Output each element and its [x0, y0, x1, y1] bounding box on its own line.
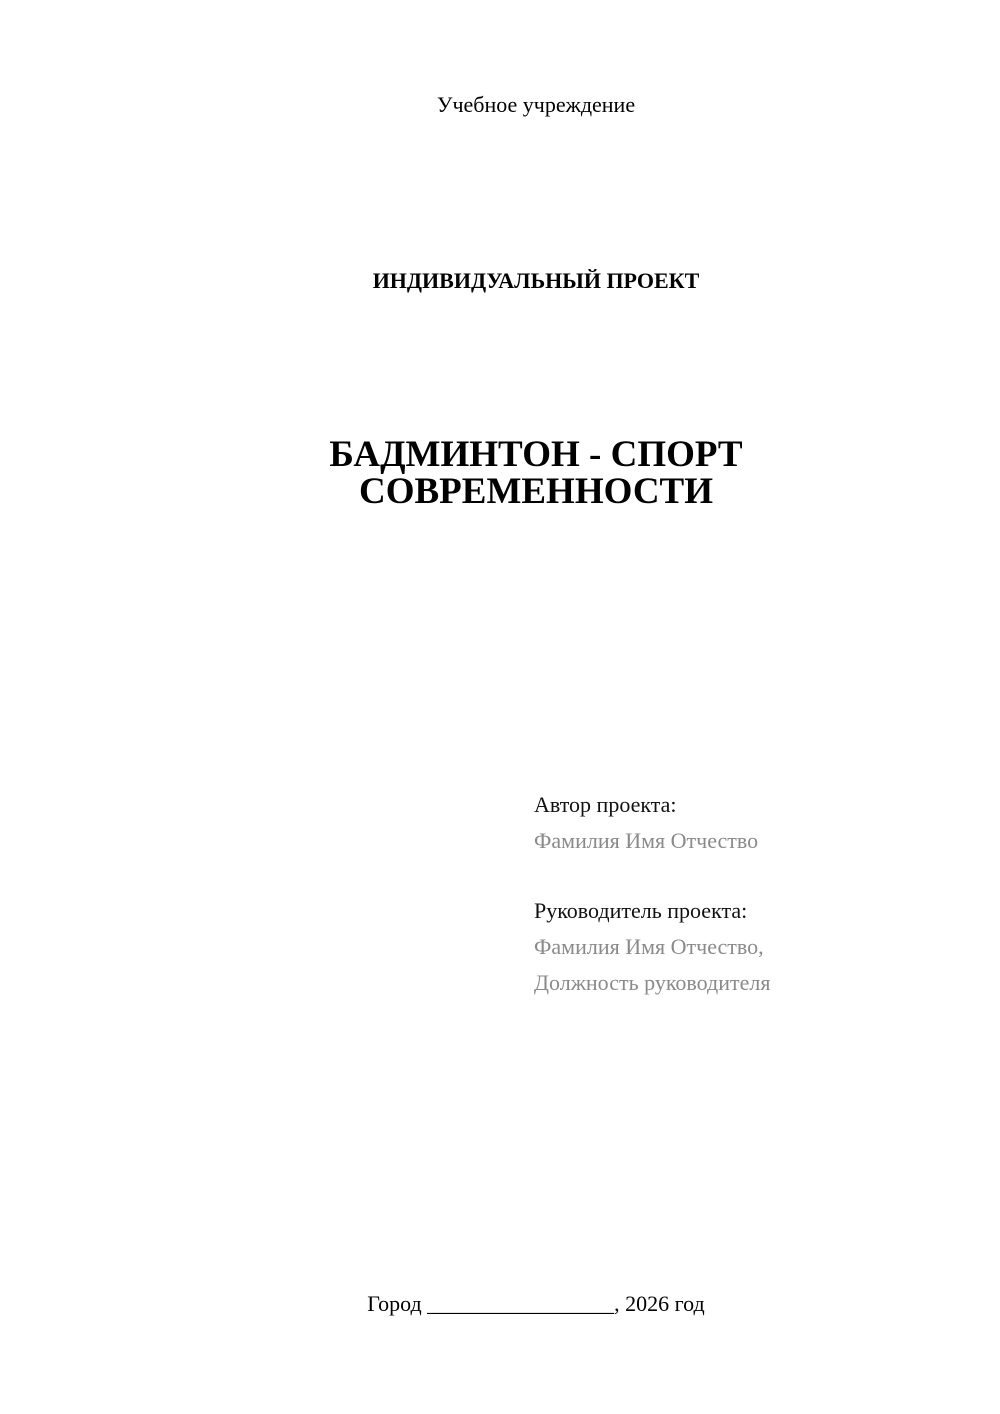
author-label: Автор проекта:	[534, 792, 677, 817]
document-type: ИНДИВИДУАЛЬНЫЙ ПРОЕКТ	[372, 268, 700, 293]
project-title	[0, 436, 1000, 510]
city-year-line: Город _________________, 2026 год	[367, 1291, 705, 1316]
supervisor-label: Руководитель проекта:	[534, 898, 748, 923]
supervisor-name: Фамилия Имя Отчество,	[534, 934, 764, 959]
project-title-line-2: СОВРЕМЕННОСТИ	[358, 471, 714, 512]
supervisor-position: Должность руководителя	[534, 970, 771, 995]
project-credits	[534, 787, 974, 1001]
institution-name: Учебное учреждение	[436, 92, 636, 117]
author-name: Фамилия Имя Отчество	[534, 828, 759, 853]
project-title-line-1: БАДМИНТОН - СПОРТ	[329, 434, 743, 475]
credits-spacer	[534, 859, 974, 893]
